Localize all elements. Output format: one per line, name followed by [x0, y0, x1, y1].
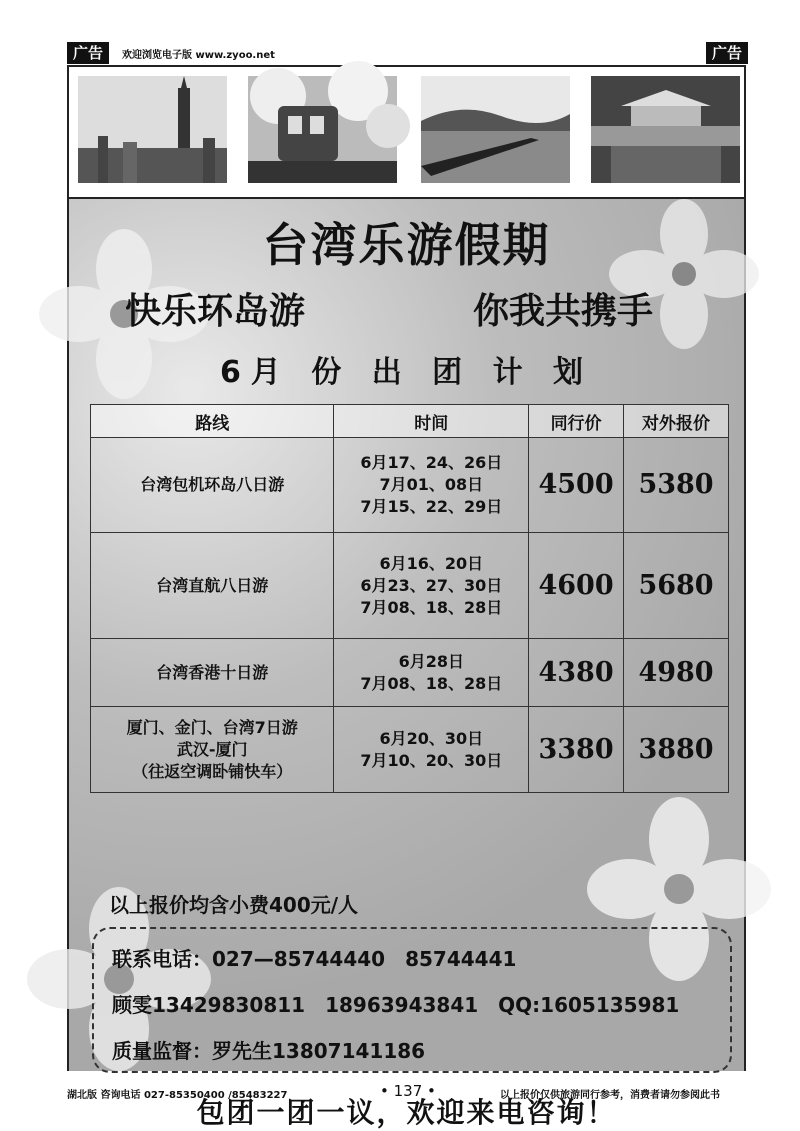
- route-cell: 厦门、金门、台湾7日游 武汉-厦门 （往返空调卧铺快车）: [91, 707, 334, 793]
- peer-price-cell: 4380: [529, 639, 624, 707]
- taipei-101-icon: [78, 76, 227, 183]
- route-cell: 台湾香港十日游: [91, 639, 334, 707]
- contact-phone[interactable]: 联系电话：027—85744440 85744441: [112, 947, 517, 971]
- public-price-cell: 5380: [624, 438, 729, 533]
- col-header-public-price: 对外报价: [624, 405, 729, 438]
- site-url-text[interactable]: 欢迎浏览电子版 www.zyoo.net: [122, 50, 275, 61]
- table-row: [91, 533, 729, 639]
- public-price-cell: 4980: [624, 639, 729, 707]
- contact-box: [92, 927, 732, 1073]
- ad-tag-right: 广告: [706, 42, 748, 64]
- contact-consultant[interactable]: 顾雯13429830811 18963943841 QQ:1605135981: [112, 993, 680, 1017]
- dates-cell: 6月20、30日 7月10、20、30日: [334, 707, 529, 793]
- dates-cell: 6月28日 7月08、18、28日: [334, 639, 529, 707]
- tour-schedule-table: [90, 404, 729, 793]
- subtitle-left: 快乐环岛游: [125, 291, 306, 332]
- col-header-dates: 时间: [334, 405, 529, 438]
- table-header-row: [91, 405, 729, 438]
- route-cell: 台湾直航八日游: [91, 533, 334, 639]
- dates-cell: 6月16、20日 6月23、27、30日 7月08、18、28日: [334, 533, 529, 639]
- table-row: [91, 438, 729, 533]
- route-cell: 台湾包机环岛八日游: [91, 438, 334, 533]
- price-note: 以上报价均含小费400元/人: [109, 893, 359, 917]
- peer-price-cell: 4500: [529, 438, 624, 533]
- col-header-peer-price: 同行价: [529, 405, 624, 438]
- footer-left: 湖北版 咨询电话 027-85350400 /85483227: [67, 1090, 288, 1101]
- peer-price-cell: 4600: [529, 533, 624, 639]
- photo-strip: [69, 67, 744, 199]
- slogan: 包团一团一议，欢迎来电咨询！: [196, 1096, 617, 1129]
- peer-price-cell: 3380: [529, 707, 624, 793]
- palace-museum-icon: [591, 76, 740, 183]
- col-header-route: 路线: [91, 405, 334, 438]
- table-row: [91, 707, 729, 793]
- page-number: • 137 •: [380, 1082, 436, 1100]
- lake-pier-icon: [421, 76, 570, 183]
- quality-supervisor[interactable]: 质量监督：罗先生13807141186: [112, 1039, 426, 1063]
- forest-train-icon: [248, 76, 397, 183]
- footer-right: 以上报价仅供旅游同行参考，消费者请勿参阅此书: [500, 1090, 720, 1101]
- table-row: [91, 639, 729, 707]
- public-price-cell: 3880: [624, 707, 729, 793]
- page-title: 台湾乐游假期: [262, 218, 551, 272]
- plan-title: 6月 份 出 团 计 划: [219, 355, 594, 390]
- ad-tag-left: 广告: [67, 42, 109, 64]
- dates-cell: 6月17、24、26日 7月01、08日 7月15、22、29日: [334, 438, 529, 533]
- subtitle-right: 你我共携手: [473, 291, 654, 332]
- public-price-cell: 5680: [624, 533, 729, 639]
